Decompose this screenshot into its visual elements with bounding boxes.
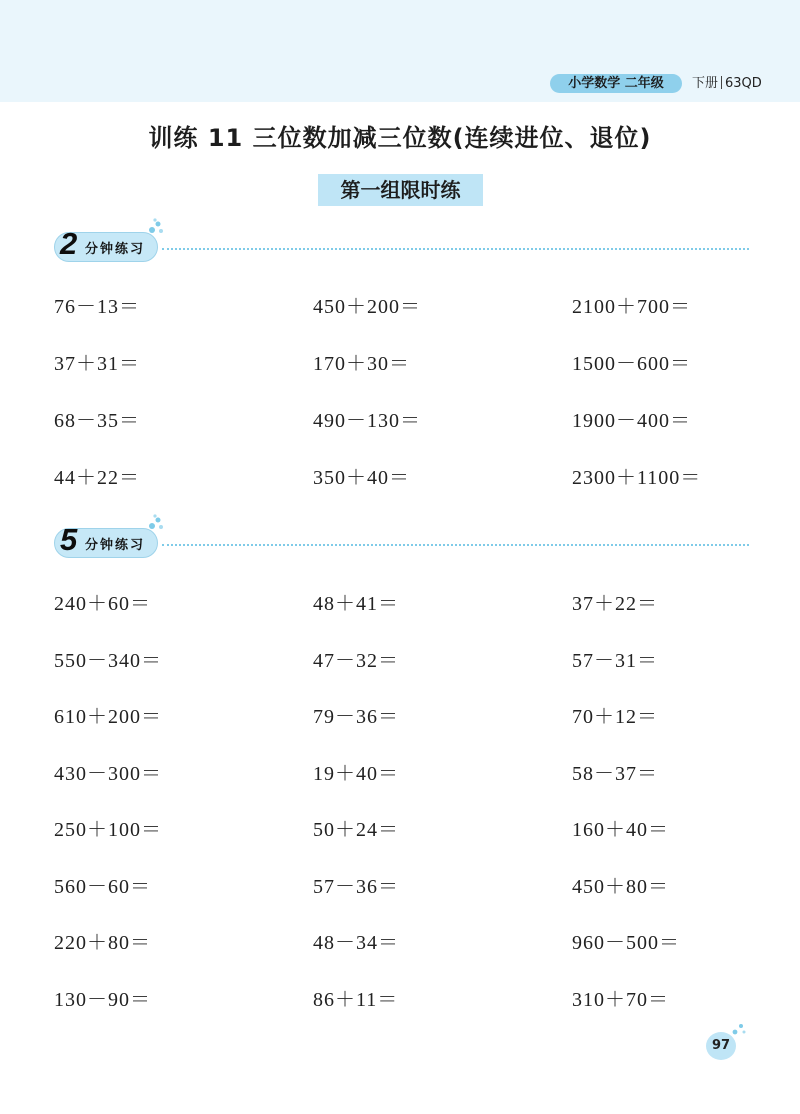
arithmetic-problem: 250＋100＝ — [54, 819, 162, 841]
book-code: 63QD — [725, 76, 762, 91]
divider — [721, 76, 722, 89]
arithmetic-problem: 170＋30＝ — [313, 353, 410, 375]
arithmetic-problem: 50＋24＝ — [313, 819, 399, 841]
section-header-5min — [54, 522, 749, 562]
grade-label: 小学数学 二年级 — [550, 74, 682, 93]
arithmetic-problem: 58－37＝ — [572, 762, 658, 785]
arithmetic-problem: 48－34＝ — [313, 932, 399, 954]
arithmetic-problem: 68－35＝ — [54, 410, 140, 432]
arithmetic-problem: 490－130＝ — [313, 410, 421, 432]
section-header-2min — [54, 226, 749, 266]
arithmetic-problem: 1900－400＝ — [572, 410, 691, 432]
arithmetic-problem: 57－36＝ — [313, 875, 399, 898]
dotted-rule — [162, 248, 749, 250]
arithmetic-problem: 44＋22＝ — [54, 467, 140, 489]
badge-label: 分钟练习 — [85, 242, 146, 257]
arithmetic-problem: 47－32＝ — [313, 649, 399, 672]
arithmetic-problem: 960－500＝ — [572, 932, 680, 954]
arithmetic-problem: 79－36＝ — [313, 706, 399, 728]
arithmetic-problem: 130－90＝ — [54, 988, 151, 1011]
arithmetic-problem: 240＋60＝ — [54, 593, 151, 615]
arithmetic-problem: 2300＋1100＝ — [572, 467, 702, 489]
arithmetic-problem: 560－60＝ — [54, 875, 151, 898]
arithmetic-problem: 220＋80＝ — [54, 932, 151, 954]
volume-label — [692, 74, 762, 93]
arithmetic-problem: 86＋11＝ — [313, 988, 399, 1011]
dotted-rule — [162, 544, 749, 546]
arithmetic-problem: 160＋40＝ — [572, 819, 669, 841]
arithmetic-problem: 450＋80＝ — [572, 875, 669, 898]
volume-text: 下册 — [692, 76, 719, 91]
timer-badge — [54, 522, 158, 558]
page-title: 训练 11 三位数加减三位数(连续进位、退位) — [148, 124, 652, 152]
badge-label: 分钟练习 — [85, 538, 146, 553]
arithmetic-problem: 70＋12＝ — [572, 706, 658, 728]
arithmetic-problem: 2100＋700＝ — [572, 296, 691, 318]
splash-icon — [730, 1020, 748, 1038]
timer-badge — [54, 226, 158, 262]
arithmetic-problem: 48＋41＝ — [313, 593, 399, 615]
arithmetic-problem: 610＋200＝ — [54, 706, 162, 728]
arithmetic-problem: 37＋22＝ — [572, 593, 658, 615]
arithmetic-problem: 37＋31＝ — [54, 353, 140, 375]
group-label: 第一组限时练 — [318, 174, 483, 206]
arithmetic-problem: 310＋70＝ — [572, 988, 669, 1011]
arithmetic-problem: 450＋200＝ — [313, 296, 421, 318]
splash-icon — [144, 216, 166, 238]
page-number: 97 — [706, 1032, 736, 1060]
arithmetic-problem: 57－31＝ — [572, 649, 658, 672]
arithmetic-problem: 76－13＝ — [54, 296, 140, 318]
header-band — [0, 0, 800, 102]
minutes-number: 5 — [60, 522, 78, 557]
minutes-number: 2 — [60, 226, 78, 261]
arithmetic-problem: 19＋40＝ — [313, 762, 399, 785]
splash-icon — [144, 512, 166, 534]
arithmetic-problem: 1500－600＝ — [572, 353, 691, 375]
arithmetic-problem: 430－300＝ — [54, 762, 162, 785]
arithmetic-problem: 350＋40＝ — [313, 467, 410, 489]
arithmetic-problem: 550－340＝ — [54, 649, 162, 672]
